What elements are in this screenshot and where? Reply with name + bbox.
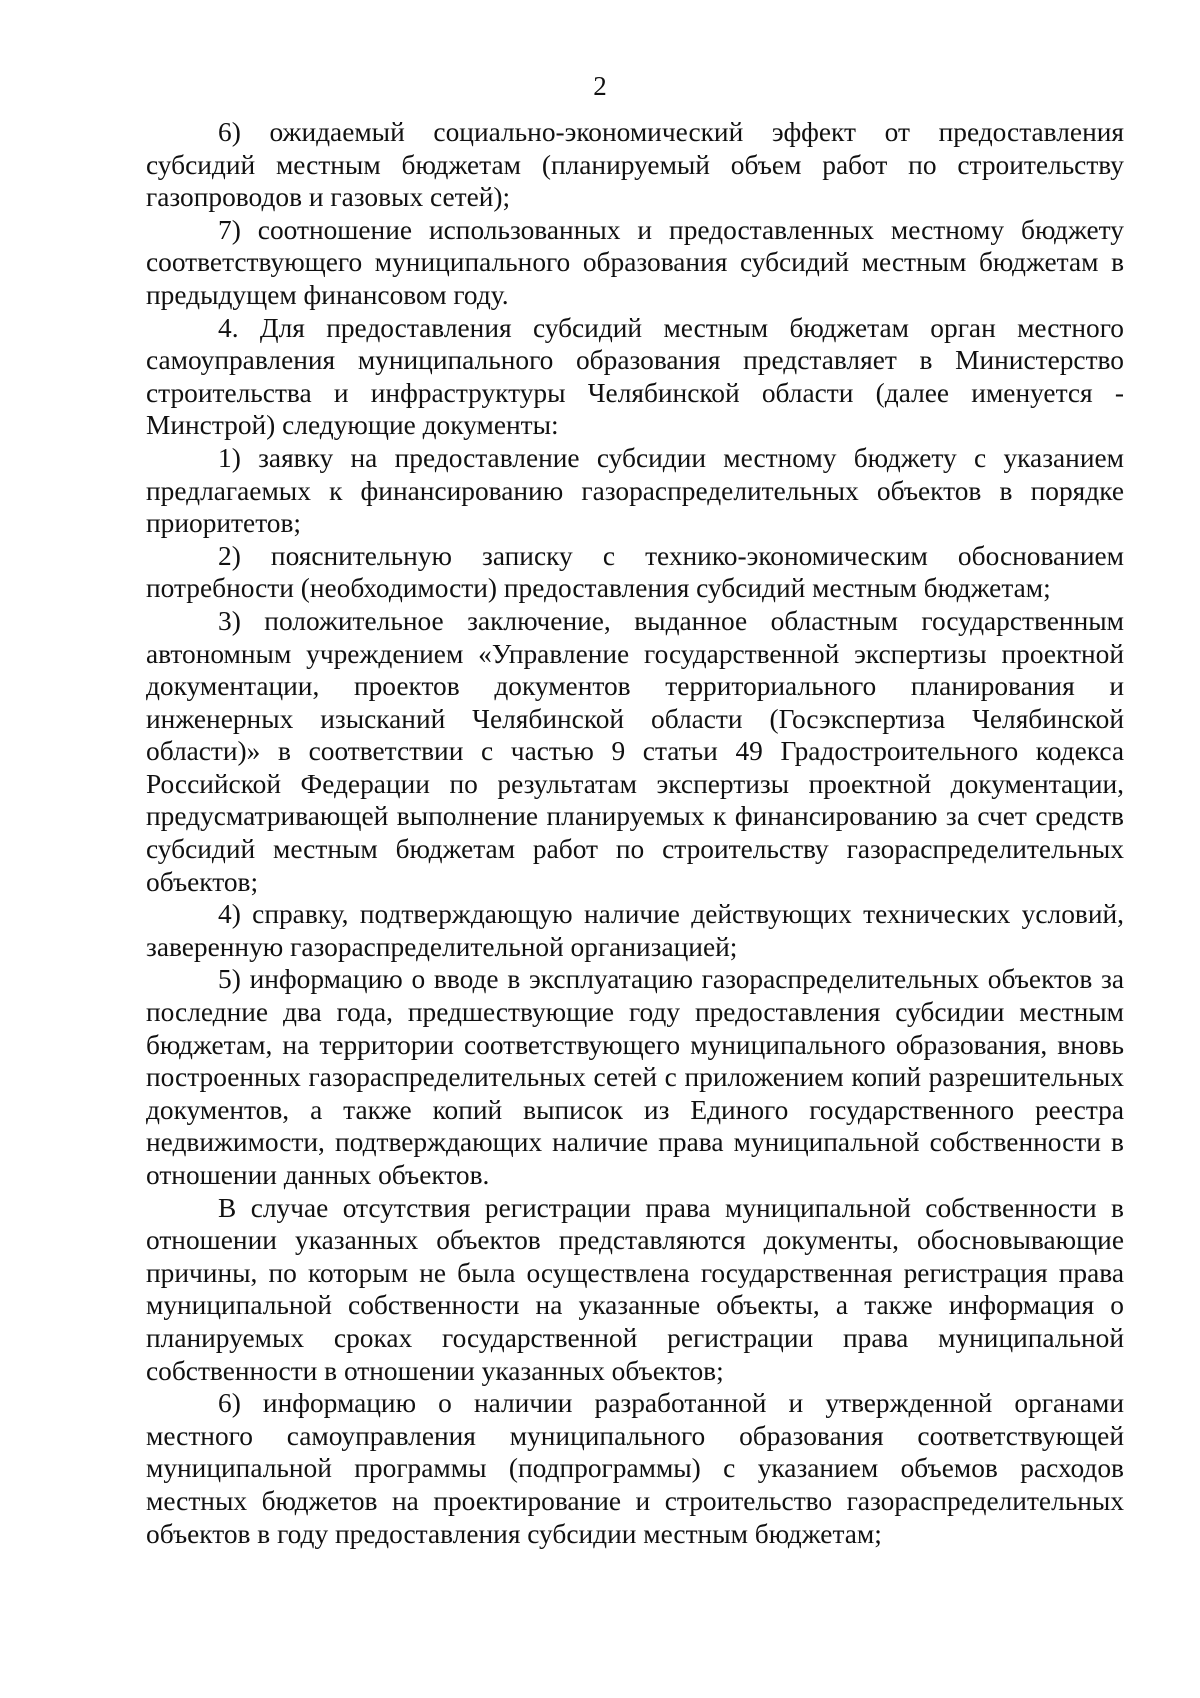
paragraph-item-6-social-economic-effect: 6) ожидаемый социально-экономический эффект от предоставления субсидий местным бюджетам (планируемый объем работ по строительству газопроводов и газовых сетей);: [146, 117, 1124, 213]
paragraph-doc-4-certificate: 4) справку, подтверждающую наличие действующих технических условий, заверенную газораспределительной организацией;: [146, 899, 1124, 962]
paragraph-doc-3-expert-conclusion: 3) положительное заключение, выданное областным государственным автономным учреждением «Управление государственной экспертизы проектной документации, проектов документов территориального планирования и инженерных изысканий Челябинской области (Госэкспертиза Челябинской области)» в соответствии с частью 9 статьи 49 Градостроительного кодекса Российской Федерации по результатам экспертизы проектной документации, предусматривающей выполнение планируемых к финансированию за счет средств субсидий местным бюджетам работ по строительству газораспределительных объектов;: [146, 605, 1124, 897]
page-number: 2: [593, 71, 607, 101]
paragraph-registration-absence: В случае отсутствия регистрации права муниципальной собственности в отношении указанных объектов представляются документы, обосновывающие причины, по которым не была осуществлена государственная регистрация права муниципальной собственности на указанные объекты, а также информация о планируемых сроках государственной регистрации права муниципальной собственности в отношении указанных объектов;: [146, 1192, 1124, 1386]
document-body: [146, 116, 1124, 1550]
paragraph-doc-5-commissioning-info: 5) информацию о вводе в эксплуатацию газораспределительных объектов за последние два года, предшествующие году предоставления субсидии местным бюджетам, на территории соответствующего муниципального образования, вновь построенных газораспределительных сетей с приложением копий разрешительных документов, а также копий выписок из Единого государственного реестра недвижимости, подтверждающих наличие права муниципальной собственности в отношении данных объектов.: [146, 964, 1124, 1190]
paragraph-doc-2-explanatory-note: 2) пояснительную записку с технико-экономическим обоснованием потребности (необходимости) предоставления субсидий местным бюджетам;: [146, 540, 1124, 604]
paragraph-section-4-documents: 4. Для предоставления субсидий местным бюджетам орган местного самоуправления муниципального образования представляет в Министерство строительства и инфраструктуры Челябинской области (далее именуется - Минстрой) следующие документы:: [146, 312, 1124, 441]
paragraph-doc-6-municipal-program: 6) информацию о наличии разработанной и утвержденной органами местного самоуправления муниципального образования соответствующей муниципальной программы (подпрограммы) с указанием объемов расходов местных бюджетов на проектирование и строительство газораспределительных объектов в году предоставления субсидии местным бюджетам;: [146, 1388, 1124, 1549]
paragraph-doc-1-application: 1) заявку на предоставление субсидии местному бюджету с указанием предлагаемых к финансированию газораспределительных объектов в порядке приоритетов;: [146, 442, 1124, 539]
paragraph-item-7-subsidy-ratio: 7) соотношение использованных и предоставленных местному бюджету соответствующего муниципального образования субсидий местным бюджетам в предыдущем финансовом году.: [146, 214, 1124, 310]
